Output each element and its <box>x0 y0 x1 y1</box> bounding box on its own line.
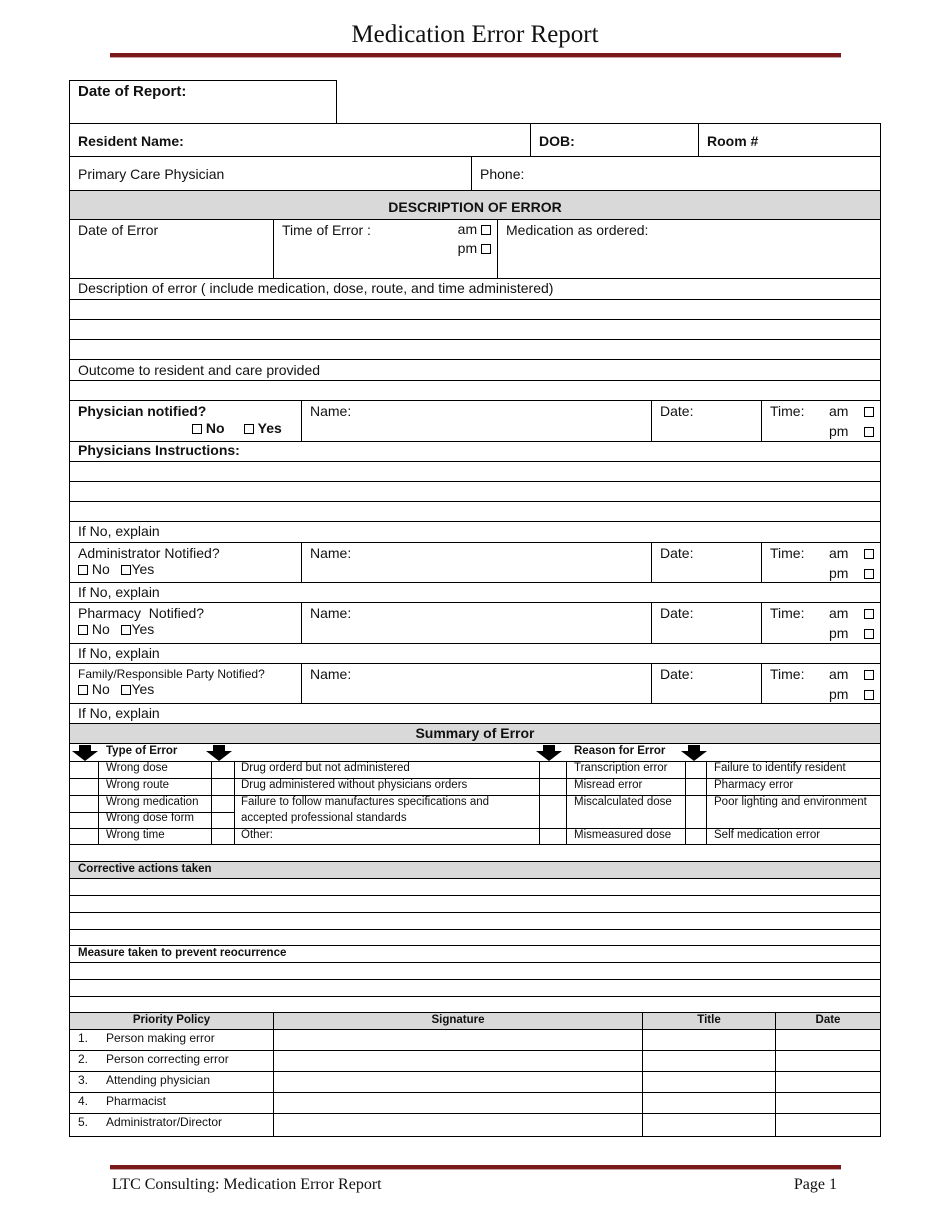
col-priority-header: Priority Policy <box>70 1013 274 1029</box>
signature-header-row <box>69 1013 881 1030</box>
signature-field[interactable] <box>274 1051 643 1071</box>
reason-item: Transcription error <box>574 762 668 774</box>
no-label: No <box>205 420 225 436</box>
yes-label: Yes <box>131 621 155 637</box>
row-number: 2. <box>78 1052 89 1066</box>
col-signature-header: Signature <box>274 1013 643 1029</box>
name-label: Name: <box>310 403 352 419</box>
date-of-error-label: Date of Error <box>78 222 159 238</box>
am-label: am <box>828 545 849 561</box>
description-line[interactable] <box>69 320 881 340</box>
time-label: Time: <box>770 605 805 621</box>
type-item: Wrong dose <box>106 762 168 774</box>
no-label: No <box>91 561 110 577</box>
administrator-notified-label: Administrator Notified? <box>78 545 220 561</box>
family-name-field[interactable] <box>302 664 652 703</box>
col-date-header: Date <box>815 1014 841 1026</box>
resident-name-label: Resident Name: <box>78 133 184 149</box>
row-number: 4. <box>78 1094 89 1108</box>
name-label: Name: <box>310 605 352 621</box>
physician-time-field[interactable] <box>762 401 880 441</box>
yes-checkbox[interactable] <box>121 685 131 695</box>
physician-instructions-row <box>69 442 881 462</box>
pharmacy-notified-row <box>69 603 881 644</box>
pm-checkbox[interactable] <box>864 629 874 639</box>
family-notified-label: Family/Responsible Party Notified? <box>78 667 265 681</box>
if-no-explain-row[interactable] <box>69 644 881 664</box>
type-item: Failure to follow manufactures specifications and <box>241 796 490 808</box>
administrator-time-field[interactable] <box>762 543 880 582</box>
signature-field[interactable] <box>274 1093 643 1113</box>
pharmacy-date-field[interactable] <box>652 603 762 643</box>
name-label: Name: <box>310 666 352 682</box>
administrator-notified-options <box>78 561 293 577</box>
am-label: am <box>457 221 478 237</box>
pm-label: pm <box>828 625 849 641</box>
blank-line <box>69 845 881 862</box>
date-label: Date: <box>660 403 694 419</box>
time-ampm <box>829 543 874 583</box>
administrator-date-field[interactable] <box>652 543 762 582</box>
measure-line[interactable] <box>69 980 881 997</box>
corrective-line[interactable] <box>69 930 881 946</box>
am-checkbox[interactable] <box>864 407 874 417</box>
reason-item: Misread error <box>574 779 643 791</box>
physician-notified-row <box>69 401 881 442</box>
pharmacy-notified-field <box>70 603 302 643</box>
row-number: 5. <box>78 1115 89 1129</box>
pm-label: pm <box>828 686 849 702</box>
type-of-error-heading: Type of Error <box>106 745 178 757</box>
if-no-explain-label: If No, explain <box>78 705 160 721</box>
date-label: Date: <box>660 605 694 621</box>
date-of-report-field[interactable] <box>69 80 337 124</box>
resident-row <box>69 123 881 157</box>
if-no-explain-label: If No, explain <box>78 523 160 539</box>
description-label: Description of error ( include medication, dose, route, and time administered) <box>78 280 554 296</box>
time-of-error-field[interactable] <box>274 220 498 278</box>
type-item: Drug administered without physicians orders <box>241 779 468 791</box>
corrective-line[interactable] <box>69 896 881 913</box>
arrow-down-icon <box>72 745 98 761</box>
yes-checkbox[interactable] <box>121 565 131 575</box>
type-item: Other: <box>241 829 273 841</box>
title-field[interactable] <box>643 1030 776 1050</box>
signature-role <box>70 1030 274 1050</box>
physician-notified-label: Physician notified? <box>78 403 207 419</box>
date-field[interactable] <box>776 1051 880 1071</box>
row-number: 1. <box>78 1031 89 1045</box>
instructions-line[interactable] <box>69 502 881 522</box>
family-notified-options <box>78 681 293 697</box>
signature-row <box>69 1030 881 1051</box>
phone-label: Phone: <box>480 166 525 182</box>
signature-role <box>70 1114 274 1136</box>
type-item: Wrong time <box>106 829 165 841</box>
reason-item: Failure to identify resident <box>714 762 846 774</box>
pharmacy-notified-options <box>78 621 293 637</box>
measure-line[interactable] <box>69 997 881 1013</box>
administrator-notified-row <box>69 543 881 583</box>
am-label: am <box>828 403 849 419</box>
outcome-label: Outcome to resident and care provided <box>78 362 321 378</box>
reason-item: Mismeasured dose <box>574 829 672 841</box>
description-heading: DESCRIPTION OF ERROR <box>69 191 881 220</box>
time-ampm <box>829 401 874 441</box>
date-field[interactable] <box>776 1072 880 1092</box>
name-label: Name: <box>310 545 352 561</box>
am-checkbox[interactable] <box>864 609 874 619</box>
type-item: Drug orderd but not administered <box>241 762 410 774</box>
physician-name-field[interactable] <box>302 401 652 441</box>
yes-checkbox[interactable] <box>244 424 254 434</box>
time-ampm <box>829 664 874 704</box>
pm-checkbox[interactable] <box>864 569 874 579</box>
measure-line[interactable] <box>69 963 881 980</box>
description-line[interactable] <box>69 340 881 360</box>
am-checkbox[interactable] <box>481 225 491 235</box>
pharmacy-name-field[interactable] <box>302 603 652 643</box>
role-label: Person correcting error <box>106 1052 229 1066</box>
role-label: Person making error <box>106 1031 215 1045</box>
footer-title: LTC Consulting: Medication Error Report <box>112 1176 382 1193</box>
pm-label: pm <box>828 565 849 581</box>
signature-row <box>69 1114 881 1137</box>
pm-checkbox[interactable] <box>864 690 874 700</box>
yes-label: Yes <box>257 420 282 436</box>
no-label: No <box>91 681 110 697</box>
date-field[interactable] <box>776 1114 880 1136</box>
no-label: No <box>91 621 110 637</box>
time-label: Time: <box>770 545 805 561</box>
no-checkbox[interactable] <box>78 685 88 695</box>
reason-item: Poor lighting and environment <box>714 796 867 808</box>
if-no-explain-row[interactable] <box>69 583 881 603</box>
page-title: Medication Error Report <box>351 21 599 48</box>
title-field[interactable] <box>643 1051 776 1071</box>
type-item: accepted professional standards <box>241 812 407 824</box>
resident-name-field[interactable] <box>70 124 531 156</box>
role-label: Administrator/Director <box>106 1115 223 1129</box>
yes-label: Yes <box>131 561 155 577</box>
signature-field[interactable] <box>274 1072 643 1092</box>
time-label: Time: <box>770 666 805 682</box>
date-of-report-label: Date of Report: <box>78 83 187 100</box>
type-item: Wrong route <box>106 779 170 791</box>
dob-label: DOB: <box>539 133 575 149</box>
pm-checkbox[interactable] <box>481 244 491 254</box>
reason-for-error-heading: Reason for Error <box>574 745 666 757</box>
summary-table <box>69 744 881 845</box>
corrective-line[interactable] <box>69 913 881 930</box>
yes-checkbox[interactable] <box>121 625 131 635</box>
signature-row <box>69 1072 881 1093</box>
no-checkbox[interactable] <box>192 424 202 434</box>
corrective-actions-heading: Corrective actions taken <box>69 862 881 879</box>
type-item: Wrong dose form <box>106 812 194 824</box>
col-title-header: Title <box>643 1013 776 1029</box>
if-no-explain-row[interactable] <box>69 704 881 724</box>
room-field[interactable] <box>699 124 880 156</box>
family-notified-field <box>70 664 302 703</box>
date-field[interactable] <box>776 1030 880 1050</box>
signature-row <box>69 1093 881 1114</box>
pharmacy-notified-label: Pharmacy Notified? <box>78 605 205 621</box>
primary-physician-label: Primary Care Physician <box>78 166 225 182</box>
instructions-line[interactable] <box>69 462 881 482</box>
primary-physician-field[interactable] <box>70 157 472 190</box>
signature-role <box>70 1051 274 1071</box>
date-field[interactable] <box>776 1093 880 1113</box>
row-number: 3. <box>78 1073 89 1087</box>
pm-label: pm <box>457 240 478 256</box>
summary-heading: Summary of Error <box>69 724 881 744</box>
arrow-down-icon <box>681 745 707 761</box>
role-label: Attending physician <box>106 1073 211 1087</box>
family-date-field[interactable] <box>652 664 762 703</box>
arrow-down-icon <box>536 745 562 761</box>
pm-checkbox[interactable] <box>864 427 874 437</box>
outcome-line[interactable] <box>69 381 881 401</box>
page-number: Page 1 <box>793 1176 837 1193</box>
physician-notified-options <box>192 420 282 436</box>
corrective-line[interactable] <box>69 879 881 896</box>
signature-field[interactable] <box>274 1030 643 1050</box>
family-notified-row <box>69 664 881 704</box>
physician-row <box>69 157 881 191</box>
instructions-line[interactable] <box>69 482 881 502</box>
reason-item: Self medication error <box>714 829 821 841</box>
pharmacy-time-field[interactable] <box>762 603 880 643</box>
am-label: am <box>828 666 849 682</box>
if-no-explain-label: If No, explain <box>78 645 160 661</box>
type-item: Wrong medication <box>106 796 199 808</box>
room-label: Room # <box>707 133 759 149</box>
physician-date-field[interactable] <box>652 401 762 441</box>
measure-heading: Measure taken to prevent reocurrence <box>69 946 881 963</box>
medication-ordered-label: Medication as ordered: <box>506 222 649 238</box>
time-ampm <box>458 220 491 258</box>
no-checkbox[interactable] <box>78 565 88 575</box>
administrator-name-field[interactable] <box>302 543 652 582</box>
physician-notified-field <box>70 401 302 441</box>
arrow-down-icon <box>206 745 232 761</box>
signature-role <box>70 1072 274 1092</box>
time-ampm <box>829 603 874 643</box>
description-label-row <box>69 279 881 300</box>
reason-item: Pharmacy error <box>714 779 794 791</box>
dob-field[interactable] <box>531 124 699 156</box>
family-time-field[interactable] <box>762 664 880 703</box>
yes-label: Yes <box>131 681 155 697</box>
title-field[interactable] <box>643 1114 776 1136</box>
date-of-error-field[interactable] <box>70 220 274 278</box>
no-checkbox[interactable] <box>78 625 88 635</box>
am-checkbox[interactable] <box>864 549 874 559</box>
error-details-row <box>69 220 881 279</box>
signature-field[interactable] <box>274 1114 643 1136</box>
description-line[interactable] <box>69 300 881 320</box>
title-rule <box>110 53 841 58</box>
pm-label: pm <box>828 423 849 439</box>
title-field[interactable] <box>643 1093 776 1113</box>
time-label: Time: <box>770 403 805 419</box>
signature-role <box>70 1093 274 1113</box>
if-no-explain-row[interactable] <box>69 522 881 543</box>
time-of-error-label: Time of Error : <box>282 222 371 238</box>
signature-row <box>69 1051 881 1072</box>
title-field[interactable] <box>643 1072 776 1092</box>
date-label: Date: <box>660 666 694 682</box>
medication-ordered-field[interactable] <box>498 220 880 278</box>
outcome-label-row <box>69 360 881 381</box>
physician-instructions-label: Physicians Instructions: <box>78 442 240 458</box>
am-label: am <box>828 605 849 621</box>
reason-item: Miscalculated dose <box>574 796 672 808</box>
footer-rule <box>110 1165 841 1170</box>
date-label: Date: <box>660 545 694 561</box>
role-label: Pharmacist <box>106 1094 167 1108</box>
phone-field[interactable] <box>472 157 880 190</box>
administrator-notified-field <box>70 543 302 582</box>
if-no-explain-label: If No, explain <box>78 584 160 600</box>
am-checkbox[interactable] <box>864 670 874 680</box>
